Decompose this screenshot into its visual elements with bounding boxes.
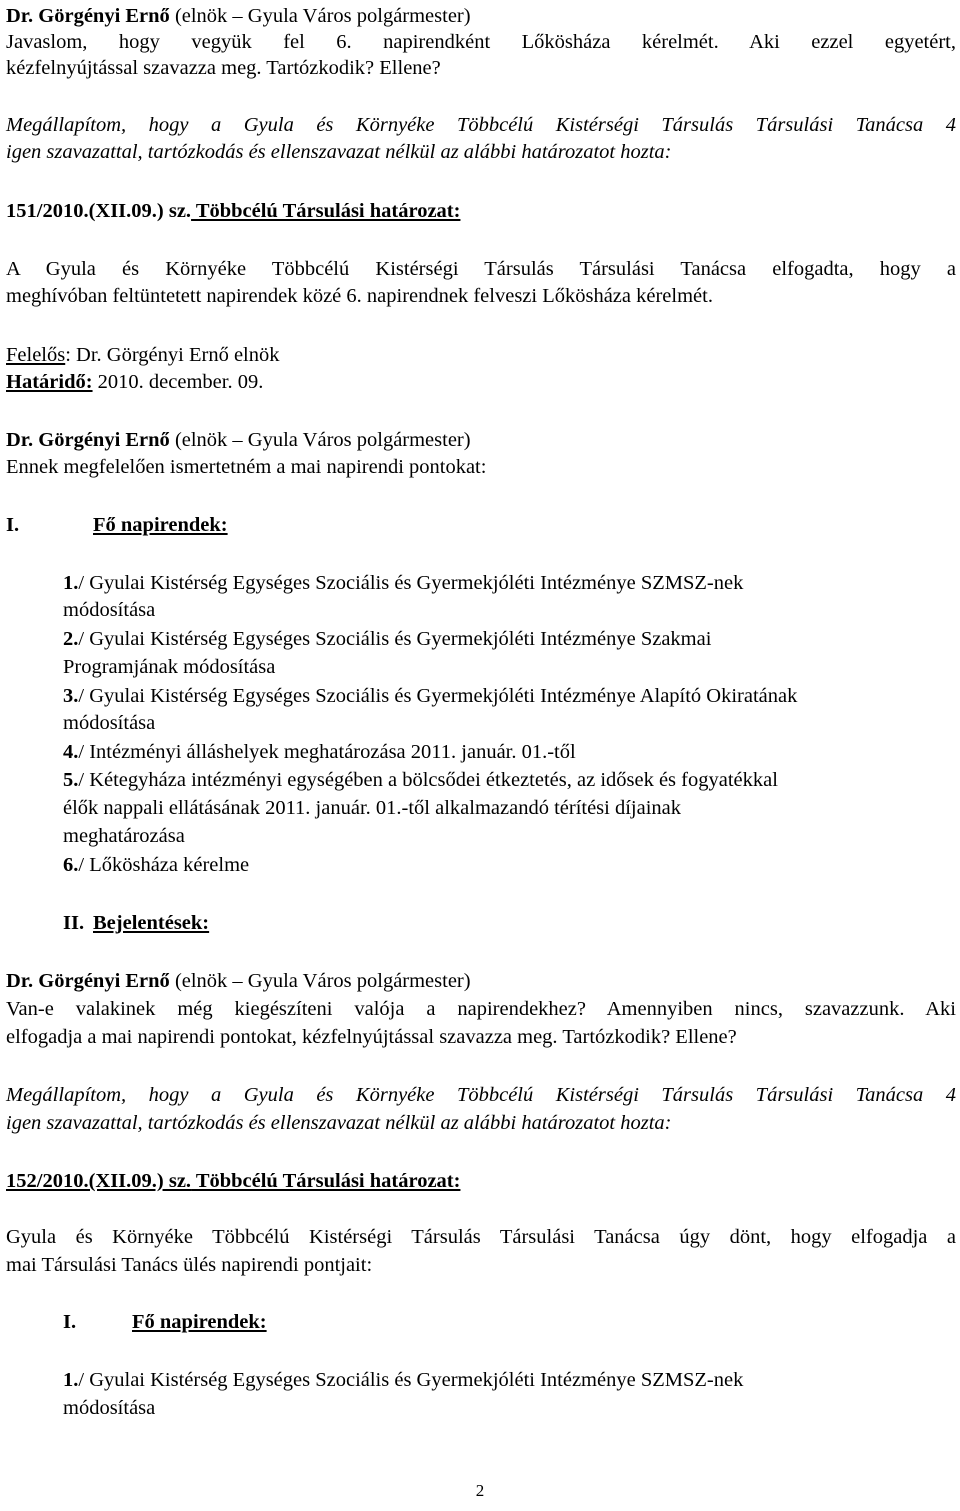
section-roman: II. [63, 912, 85, 934]
responsible-label: Felelős [6, 344, 66, 366]
agenda-item-text: / Gyulai Kistérség Egységes Szociális és Gyermekjóléti Intézménye Alapító Okiratának [78, 685, 798, 707]
agenda-item-cont: élők nappali ellátásának 2011. január. 01.-től alkalmazandó térítési díjainak [63, 797, 682, 819]
agenda-item-number: 1. [63, 572, 79, 594]
resolution-heading [6, 1168, 956, 1194]
section-roman: I. [63, 1311, 77, 1333]
agenda-item-cont: Programjának módosítása [63, 656, 276, 678]
agenda-item [63, 767, 956, 793]
paragraph-line: Ennek megfelelően ismertetném a mai napirendi pontokat: [6, 456, 487, 478]
deadline-line [6, 369, 956, 395]
agenda-item-text: / Lőkösháza kérelme [78, 854, 250, 876]
section-heading [6, 512, 956, 538]
speaker-name: Dr. Görgényi Ernő [6, 970, 170, 992]
deadline-label: Határidő: [6, 371, 93, 393]
agenda-item-text: / Intézményi álláshelyek meghatározása 2011. január. 01.-től [78, 741, 576, 763]
speaker-line [6, 3, 956, 29]
resolution-number: 152/2010.(XII.09.) sz. [6, 1170, 192, 1192]
resolution-body: A Gyula és Környéke Többcélú Kistérségi Társulás Társulási Tanácsa elfogadta, hogy a [6, 258, 956, 280]
speaker-name: Dr. Görgényi Ernő [6, 5, 170, 27]
agenda-item [63, 739, 956, 765]
finding-line: Megállapítom, hogy a Gyula és Környéke Többcélú Kistérségi Társulás Társulási Tanácsa 4 [6, 114, 956, 136]
speaker-name: Dr. Görgényi Ernő [6, 429, 170, 451]
agenda-item-number: 5. [63, 769, 79, 791]
resolution-title: Többcélú Társulási határozat: [191, 200, 461, 222]
speaker-role: (elnök – Gyula Város polgármester) [169, 5, 471, 27]
agenda-item-number: 4. [63, 741, 79, 763]
resolution-body: mai Társulási Tanács ülés napirendi pontjait: [6, 1254, 373, 1276]
agenda-item-cont: módosítása [63, 712, 156, 734]
responsible-line [6, 342, 956, 368]
agenda-item [63, 852, 956, 878]
page-number: 2 [475, 1481, 485, 1500]
section-title: Fő napirendek: [132, 1311, 267, 1333]
agenda-item-cont: módosítása [63, 1397, 156, 1419]
speaker-line [6, 968, 956, 994]
resolution-number: 151/2010.(XII.09.) sz. [6, 200, 192, 222]
agenda-item [63, 570, 956, 596]
agenda-item-text: / Gyulai Kistérség Egységes Szociális és Gyermekjóléti Intézménye SZMSZ-nek [78, 572, 744, 594]
paragraph-line: kézfelnyújtással szavazza meg. Tartózkodik? Ellene? [6, 57, 441, 79]
agenda-item-text: / Gyulai Kistérség Egységes Szociális és Gyermekjóléti Intézménye Szakmai [78, 628, 712, 650]
agenda-item [63, 626, 956, 652]
agenda-item-number: 1. [63, 1369, 79, 1391]
paragraph-line: elfogadja a mai napirendi pontokat, kézfelnyújtással szavazza meg. Tartózkodik? Ellene? [6, 1026, 737, 1048]
agenda-item-text: / Kétegyháza intézményi egységében a bölcsődei étkeztetés, az idősek és fogyatékkal [78, 769, 778, 791]
agenda-item-number: 3. [63, 685, 79, 707]
speaker-role: (elnök – Gyula Város polgármester) [169, 429, 471, 451]
speaker-role: (elnök – Gyula Város polgármester) [169, 970, 471, 992]
section-heading [6, 910, 956, 936]
finding-line: igen szavazattal, tartózkodás és ellenszavazat nélkül az alábbi határozatot hozta: [6, 1112, 672, 1134]
responsible-value: : Dr. Görgényi Ernő elnök [65, 344, 280, 366]
section-title: Bejelentések: [93, 912, 210, 934]
paragraph-line: Javaslom, hogy vegyük fel 6. napirendként Lőkösháza kérelmét. Aki ezzel egyetért, [6, 31, 956, 53]
section-roman: I. [6, 514, 20, 536]
agenda-item-number: 6. [63, 854, 79, 876]
finding-line: igen szavazattal, tartózkodás és ellenszavazat nélkül az alábbi határozatot hozta: [6, 141, 672, 163]
finding-line: Megállapítom, hogy a Gyula és Környéke Többcélú Kistérségi Társulás Társulási Tanácsa 4 [6, 1084, 956, 1106]
resolution-body: meghívóban feltüntetett napirendek közé 6. napirendnek felveszi Lőkösháza kérelmét. [6, 285, 713, 307]
deadline-value: 2010. december. 09. [92, 371, 264, 393]
agenda-item [63, 1367, 956, 1393]
section-heading [6, 1309, 956, 1335]
agenda-item-cont: meghatározása [63, 825, 185, 847]
resolution-heading [6, 198, 956, 224]
agenda-item [63, 683, 956, 709]
section-title: Fő napirendek: [93, 514, 228, 536]
paragraph-line: Van-e valakinek még kiegészíteni valója a napirendekhez? Amennyiben nincs, szavazzunk. Aki [6, 998, 956, 1020]
agenda-item-number: 2. [63, 628, 79, 650]
agenda-item-text: / Gyulai Kistérség Egységes Szociális és Gyermekjóléti Intézménye SZMSZ-nek [78, 1369, 744, 1391]
speaker-line [6, 427, 956, 453]
resolution-title: Többcélú Társulási határozat: [191, 1170, 461, 1192]
agenda-item-cont: módosítása [63, 599, 156, 621]
resolution-body: Gyula és Környéke Többcélú Kistérségi Társulás Társulási Tanácsa úgy dönt, hogy elfogadja a [6, 1226, 956, 1248]
